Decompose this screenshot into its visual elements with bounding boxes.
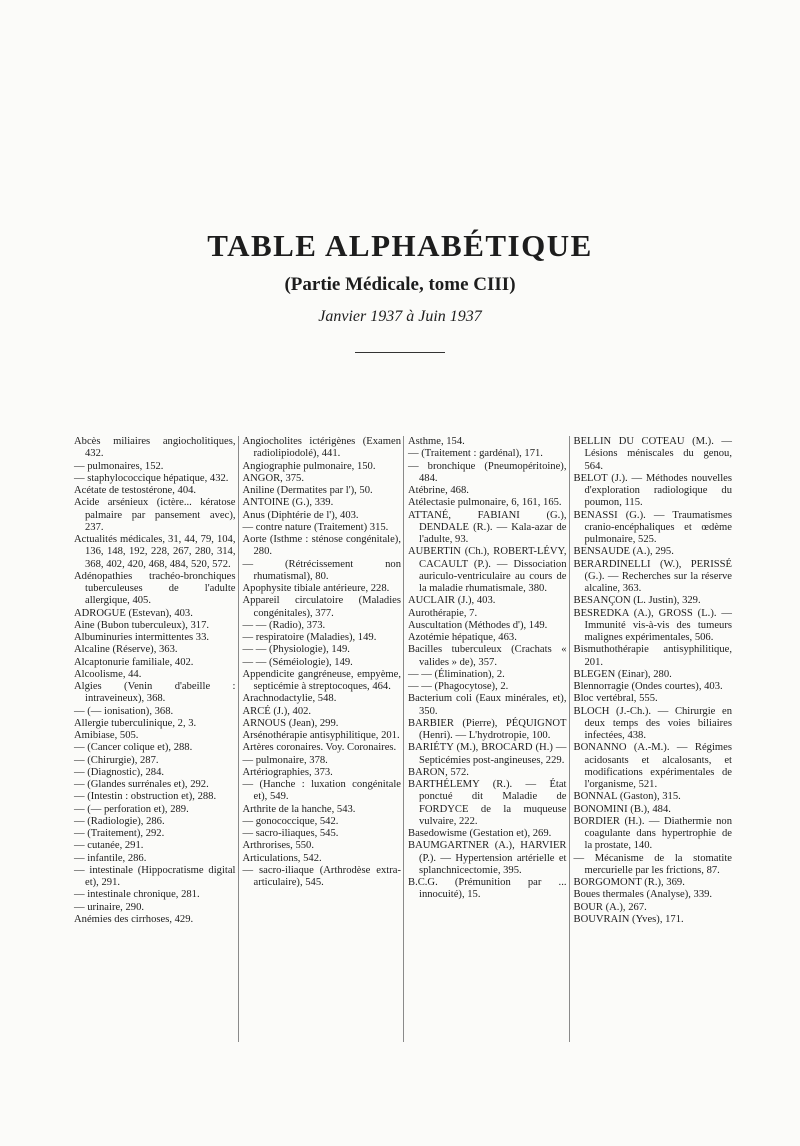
index-entry: — contre nature (Traitement) 315.: [242, 521, 389, 533]
index-entry: Atébrine, 468.: [408, 485, 469, 496]
index-entry: BONNAL (Gaston), 315.: [573, 791, 681, 803]
index-entry: Articulations, 542.: [242, 852, 322, 864]
index-entry: BARIÉTY (M.), BROCARD (H.) — Septicémies post-anginеuses, 229.: [408, 742, 567, 766]
index-entry: — gonococcique, 542.: [242, 815, 339, 827]
index-entry: Aorte (Isthme : sténose congénitale), 280.: [242, 534, 401, 558]
index-entry: — pulmonaires, 152.: [74, 460, 164, 472]
date-range: Janvier 1937 à Juin 1937: [318, 308, 482, 325]
index-entry: Arsénothérapie antisyphilitique, 201.: [242, 730, 400, 741]
index-entry: Anus (Diphtérie de l'), 403.: [242, 509, 359, 521]
page-subtitle: (Partie Médicale, tome CIII): [284, 274, 516, 295]
index-entry: BOUVRAIN (Yves), 171.: [573, 913, 684, 925]
index-entry: — respiratoire (Maladies), 149.: [242, 632, 377, 643]
index-entry: — — (Phagocytose), 2.: [408, 681, 509, 692]
index-entry: Bacilles tuberculeux (Crachats « valides » de), 357.: [408, 644, 567, 668]
index-entry: Basedowisme (Gestation et), 269.: [408, 828, 552, 839]
index-entry: — (Traitement : gardénal), 171.: [408, 448, 543, 460]
index-entry: — — (Élimination), 2.: [408, 668, 505, 680]
index-columns: [72, 436, 734, 1042]
index-entry: BENASSI (G.). — Traumatismes cranio-encéphaliques et œdème pulmonaire, 525.: [573, 509, 732, 545]
index-entry: Albuminuries intermittentes 33.: [74, 632, 210, 643]
index-entry: — (Cancer colique et), 288.: [74, 742, 193, 754]
index-column-1: [72, 436, 238, 1042]
index-entry: Artériographies, 373.: [242, 766, 333, 778]
index-entry: Atélectasie pulmonaire, 6, 161, 165.: [408, 497, 562, 509]
index-entry: BESREDKA (A.), GROSS (L.). — Immunité vis-à-vis des tumeurs malignes expérimentales, 506.: [573, 607, 732, 643]
index-column-2: [238, 436, 404, 1042]
index-entry: Arthrorises, 550.: [242, 840, 314, 852]
index-entry: Apophysite tibiale antérieure, 228.: [242, 583, 390, 594]
index-entry: ANTOINE (G.), 339.: [242, 497, 334, 509]
index-entry: — (Radiologie), 286.: [74, 815, 165, 827]
index-entry: ADROGUE (Estevan), 403.: [74, 607, 193, 619]
index-entry: Aniline (Dermatites par l'), 50.: [242, 485, 373, 496]
index-entry: — — (Physiologie), 149.: [242, 644, 350, 656]
index-entry: Asthme, 154.: [408, 436, 465, 447]
index-entry: Allergie tuberculinique, 2, 3.: [74, 717, 197, 729]
index-entry: Arachnodactylie, 548.: [242, 693, 337, 705]
index-entry: Angiographie pulmonaire, 150.: [242, 460, 376, 472]
index-entry: — bronchique (Pneumopéritoine), 484.: [408, 460, 567, 484]
index-entry: Aurothérapie, 7.: [408, 607, 478, 619]
index-entry: — (Glandes surrénales et), 292.: [74, 779, 209, 790]
index-entry: BERARDINELLI (W.), PERISSÉ (G.). — Recherches sur la réserve alcaline, 363.: [573, 558, 732, 594]
index-entry: — — (Séméiologie), 149.: [242, 656, 353, 668]
index-entry: — sacro-iliaque (Arthrodèse extra-articulaire), 545.: [242, 864, 401, 888]
index-entry: BESANÇON (L. Justin), 329.: [573, 595, 701, 607]
index-entry: Alcaptonurie familiale, 402.: [74, 656, 194, 668]
index-entry: Amibiase, 505.: [74, 730, 139, 741]
index-entry: — (— perforation et), 289.: [74, 803, 189, 815]
page-title: TABLE ALPHABÉTIQUE: [207, 228, 593, 263]
index-entry: Artères coronaires. Voy. Coronaires.: [242, 742, 397, 754]
index-entry: BARTHÉLEMY (R.). — État ponctué dit Maladie de FORDYCE de la muqueuse vulvaire, 222.: [408, 779, 567, 827]
index-entry: BLEGEN (Einar), 280.: [573, 668, 672, 680]
index-entry: — pulmonaire, 378.: [242, 754, 328, 766]
index-entry: Appareil circulatoire (Maladies congénitales), 377.: [242, 595, 401, 619]
index-entry: Arthrite de la hanche, 543.: [242, 803, 356, 815]
index-entry: Appendicite gangréneuse, empyème, septicémie à streptocoques, 464.: [242, 668, 401, 692]
index-entry: Actualités médicales, 31, 44, 79, 104, 136, 148, 192, 228, 267, 280, 314, 368, 402, 420, 468, 484, 520, 572.: [74, 534, 236, 570]
index-entry: — intestinale (Hippocratisme digital et), 291.: [74, 864, 236, 888]
index-entry: BAUMGARTNER (A.), HARVIER (P.). — Hypertension artérielle et splanchnicectomie, 395.: [408, 840, 567, 876]
index-entry: ARNOUS (Jean), 299.: [242, 717, 339, 729]
index-entry: BENSAUDE (A.), 295.: [573, 546, 674, 558]
index-entry: Acétate de testostérone, 404.: [74, 485, 197, 496]
index-entry: — (— ionisation), 368.: [74, 705, 174, 717]
index-entry: B.C.G. (Prémunition par ... innocuité), 15.: [408, 877, 567, 901]
index-entry: Acide arsénieux (ictère... kératose palmaire par pansement avec), 237.: [74, 497, 236, 533]
index-entry: — — (Radio), 373.: [242, 619, 326, 631]
index-entry: — cutanée, 291.: [74, 840, 144, 852]
index-column-3: [403, 436, 569, 1042]
index-entry: BLOCH (J.-Ch.). — Chirurgie en deux temps des voies biliaires infectées, 438.: [573, 705, 732, 741]
index-entry: ATTANÉ, FABIANI (G.), DENDALE (R.). — Kala-azar de l'adulte, 93.: [408, 509, 567, 545]
index-entry: BELOT (J.). — Méthodes nouvelles d'exploration radiologique du poumon, 115.: [573, 472, 732, 509]
index-column-4: [569, 436, 735, 1042]
index-entry: — (Chirurgie), 287.: [74, 754, 159, 766]
index-entry: Bloc vertébral, 555.: [573, 693, 658, 705]
index-entry: Alcaline (Réserve), 363.: [74, 644, 178, 656]
index-entry: AUBERTIN (Ch.), ROBERT-LÉVY, CACAULT (P.). — Dissociation auriculo-ventriculaire au cours de la maladie rhumatismale, 380.: [408, 546, 567, 594]
index-entry: Auscultation (Méthodes d'), 149.: [408, 619, 548, 631]
index-entry: — staphylococcique hépatique, 432.: [74, 472, 229, 484]
index-entry: Aine (Bubon tuberculeux), 317.: [74, 619, 210, 631]
index-entry: Boues thermales (Analyse), 339.: [573, 889, 713, 901]
index-entry: — urinaire, 290.: [74, 901, 145, 913]
title-rule: [355, 352, 445, 353]
index-entry: Bismuthothérapie antisyphilitique, 201.: [573, 644, 732, 668]
index-entry: — infantile, 286.: [74, 852, 147, 864]
index-entry: — (Hanche : luxation congénitale et), 549.: [242, 779, 401, 803]
index-entry: BARON, 572.: [408, 766, 469, 778]
index-entry: Algies (Venin d'abeille : intraveineux), 368.: [74, 681, 236, 705]
index-entry: — (Diagnostic), 284.: [74, 766, 165, 778]
index-entry: Adénopathies trachéo-bronchiques tuberculeuses de l'adulte allergique, 405.: [74, 570, 236, 607]
index-entry: Bacterium coli (Eaux minérales, et), 350.: [408, 693, 567, 717]
index-entry: BONOMINI (B.), 484.: [573, 803, 671, 815]
index-entry: — sacro-iliaques, 545.: [242, 828, 339, 839]
index-entry: BORDIER (H.). — Diathermie non coagulante dans hypertrophie de la prostate, 140.: [573, 815, 732, 852]
index-entry: BOUR (A.), 267.: [573, 901, 647, 913]
index-entry: Angiocholites ictérigènes (Examen radiolipiodolé), 441.: [242, 436, 401, 460]
index-entry: — intestinale chronique, 281.: [74, 889, 200, 901]
index-entry: — (Intestin : obstruction et), 288.: [74, 791, 217, 803]
index-entry: BELLIN DU COTEAU (M.). — Lésions méniscales du genou, 564.: [573, 436, 732, 472]
index-entry: — Mécanisme de la stomatite mercurielle par les frictions, 87.: [573, 852, 732, 876]
index-entry: Blennorragie (Ondes courtes), 403.: [573, 681, 723, 692]
index-entry: BONANNO (A.-M.). — Régimes acidosants et alcalosants, et modifications expérimentales de l'organisme, 521.: [573, 742, 732, 790]
index-entry: AUCLAIR (J.), 403.: [408, 595, 496, 607]
index-entry: — (Traitement), 292.: [74, 828, 165, 839]
index-entry: ARCÉ (J.), 402.: [242, 705, 312, 717]
index-entry: ANGOR, 375.: [242, 472, 305, 484]
index-entry: BARBIER (Pierre), PÉQUIGNOT (Henri). — L'hydrotropie, 100.: [408, 717, 567, 741]
index-entry: Azotémie hépatique, 463.: [408, 632, 517, 643]
index-entry: — (Rétrécissement non rhumatismal), 80.: [242, 558, 401, 582]
index-entry: Abcès miliaires angiocholitiques, 432.: [74, 436, 236, 460]
index-entry: BORGOMONT (R.), 369.: [573, 877, 685, 888]
index-entry: Alcoolisme, 44.: [74, 668, 142, 680]
index-entry: Anémies des cirrhoses, 429.: [74, 913, 194, 925]
